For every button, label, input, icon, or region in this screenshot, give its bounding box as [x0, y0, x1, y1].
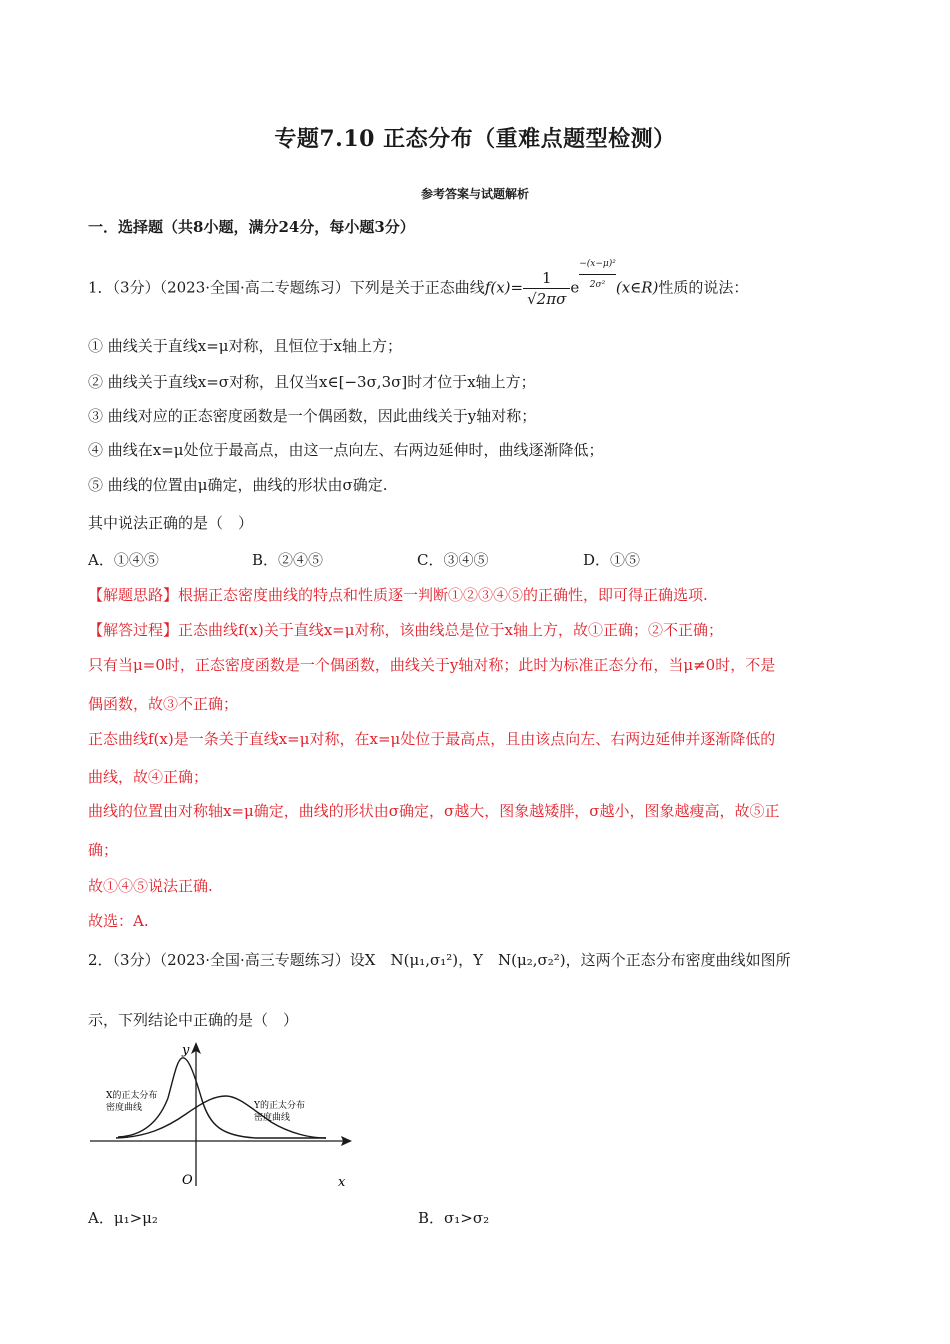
q1-option-d: D．①⑤ — [583, 551, 641, 569]
q1-formula-fraction — [523, 268, 570, 309]
q1-item-2: ② 曲线关于直线x=σ对称，且仅当x∈[−3σ,3σ]时才位于x轴上方； — [88, 373, 536, 391]
section-heading: 一．选择题（共8小题，满分24分，每小题3分） — [88, 218, 415, 236]
q1-item-3: ③ 曲线对应的正态密度函数是一个偶函数，因此曲线关于y轴对称； — [88, 407, 537, 425]
q1-solution-line: 故①④⑤说法正确. — [88, 877, 213, 895]
q1-solution-line: 偶函数，故③不正确； — [88, 695, 239, 713]
q2-stem-line2: 示，下列结论中正确的是（ ） — [88, 1011, 299, 1029]
q2-stem-line1: 2．（3分）（2023·全国·高三专题练习）设X N(μ₁,σ₁²)，Y N(μ₂,σ₂²)，这两个正态分布密度曲线如图所 — [88, 951, 791, 969]
q1-solution-line: 【解答过程】正态曲线f(x)关于直线x=μ对称，该曲线总是位于x轴上方，故①正确；②不正确； — [88, 621, 723, 639]
q1-formula-exp-den: 2σ² — [589, 280, 606, 290]
q1-formula-domain: (x∈R) — [615, 278, 659, 297]
x-curve-label-2: 密度曲线 — [106, 1103, 143, 1113]
q1-item-1: ① 曲线关于直线x=μ对称，且恒位于x轴上方； — [88, 337, 403, 355]
q1-solution-line: 曲线，故④正确； — [88, 768, 209, 786]
q1-formula-exp-num: −(x−μ)² — [579, 254, 616, 275]
q1-option-a: A．①④⑤ — [88, 551, 159, 569]
q2-figure — [86, 1038, 358, 1190]
q1-stem — [88, 259, 749, 309]
q1-solution-line: 确； — [88, 841, 119, 859]
x-axis-label: x — [338, 1175, 346, 1190]
y-axis-label: y — [182, 1043, 190, 1058]
q1-formula-exponent — [579, 254, 616, 295]
page-subtitle: 参考答案与试题解析 — [420, 187, 529, 201]
q1-question: 其中说法正确的是（ ） — [88, 514, 254, 532]
q1-item-4: ④ 曲线在x=μ处位于最高点，由这一点向左、右两边延伸时，曲线逐渐降低； — [88, 441, 604, 459]
q1-answer: 故选：A. — [88, 912, 149, 930]
q1-formula-num: 1 — [523, 268, 570, 289]
q2-option-a: A．μ₁>μ₂ — [88, 1209, 158, 1227]
page-title: 专题7.10 正态分布（重难点题型检测） — [274, 126, 676, 152]
q1-solution-line: 只有当μ=0时，正态密度函数是一个偶函数，曲线关于y轴对称；此时为标准正态分布，当μ≠0时，不是 — [88, 656, 776, 674]
q1-formula-den: √2πσ — [527, 290, 567, 308]
q2-option-b: B．σ₁>σ₂ — [418, 1209, 490, 1227]
q1-option-c: C．③④⑤ — [417, 551, 489, 569]
y-curve-label-1: Y的正太分布 — [254, 1101, 305, 1111]
origin-label: O — [182, 1173, 193, 1188]
q1-item-5: ⑤ 曲线的位置由μ确定，曲线的形状由σ确定. — [88, 476, 388, 494]
q1-formula-e: e — [570, 278, 580, 297]
q1-option-b: B．②④⑤ — [252, 551, 324, 569]
q1-formula-lhs: f(x)= — [484, 278, 524, 297]
q1-solution-line: 曲线的位置由对称轴x=μ确定，曲线的形状由σ确定，σ越大，图象越矮胖，σ越小，图象越瘦高，故⑤正 — [88, 802, 780, 820]
q1-stem-suffix: 性质的说法： — [658, 278, 749, 297]
q1-solution-idea: 【解题思路】根据正态密度曲线的特点和性质逐一判断①②③④⑤的正确性，即可得正确选项. — [88, 586, 708, 604]
q1-stem-prefix: 1．（3分）（2023·全国·高二专题练习）下列是关于正态曲线 — [88, 278, 485, 297]
x-curve-label-1: X的正太分布 — [106, 1091, 158, 1101]
y-curve-label-2: 密度曲线 — [254, 1113, 291, 1123]
q1-solution-line: 正态曲线f(x)是一条关于直线x=μ对称，在x=μ处位于最高点，且由该点向左、右两边延伸并逐渐降低的 — [88, 730, 776, 748]
